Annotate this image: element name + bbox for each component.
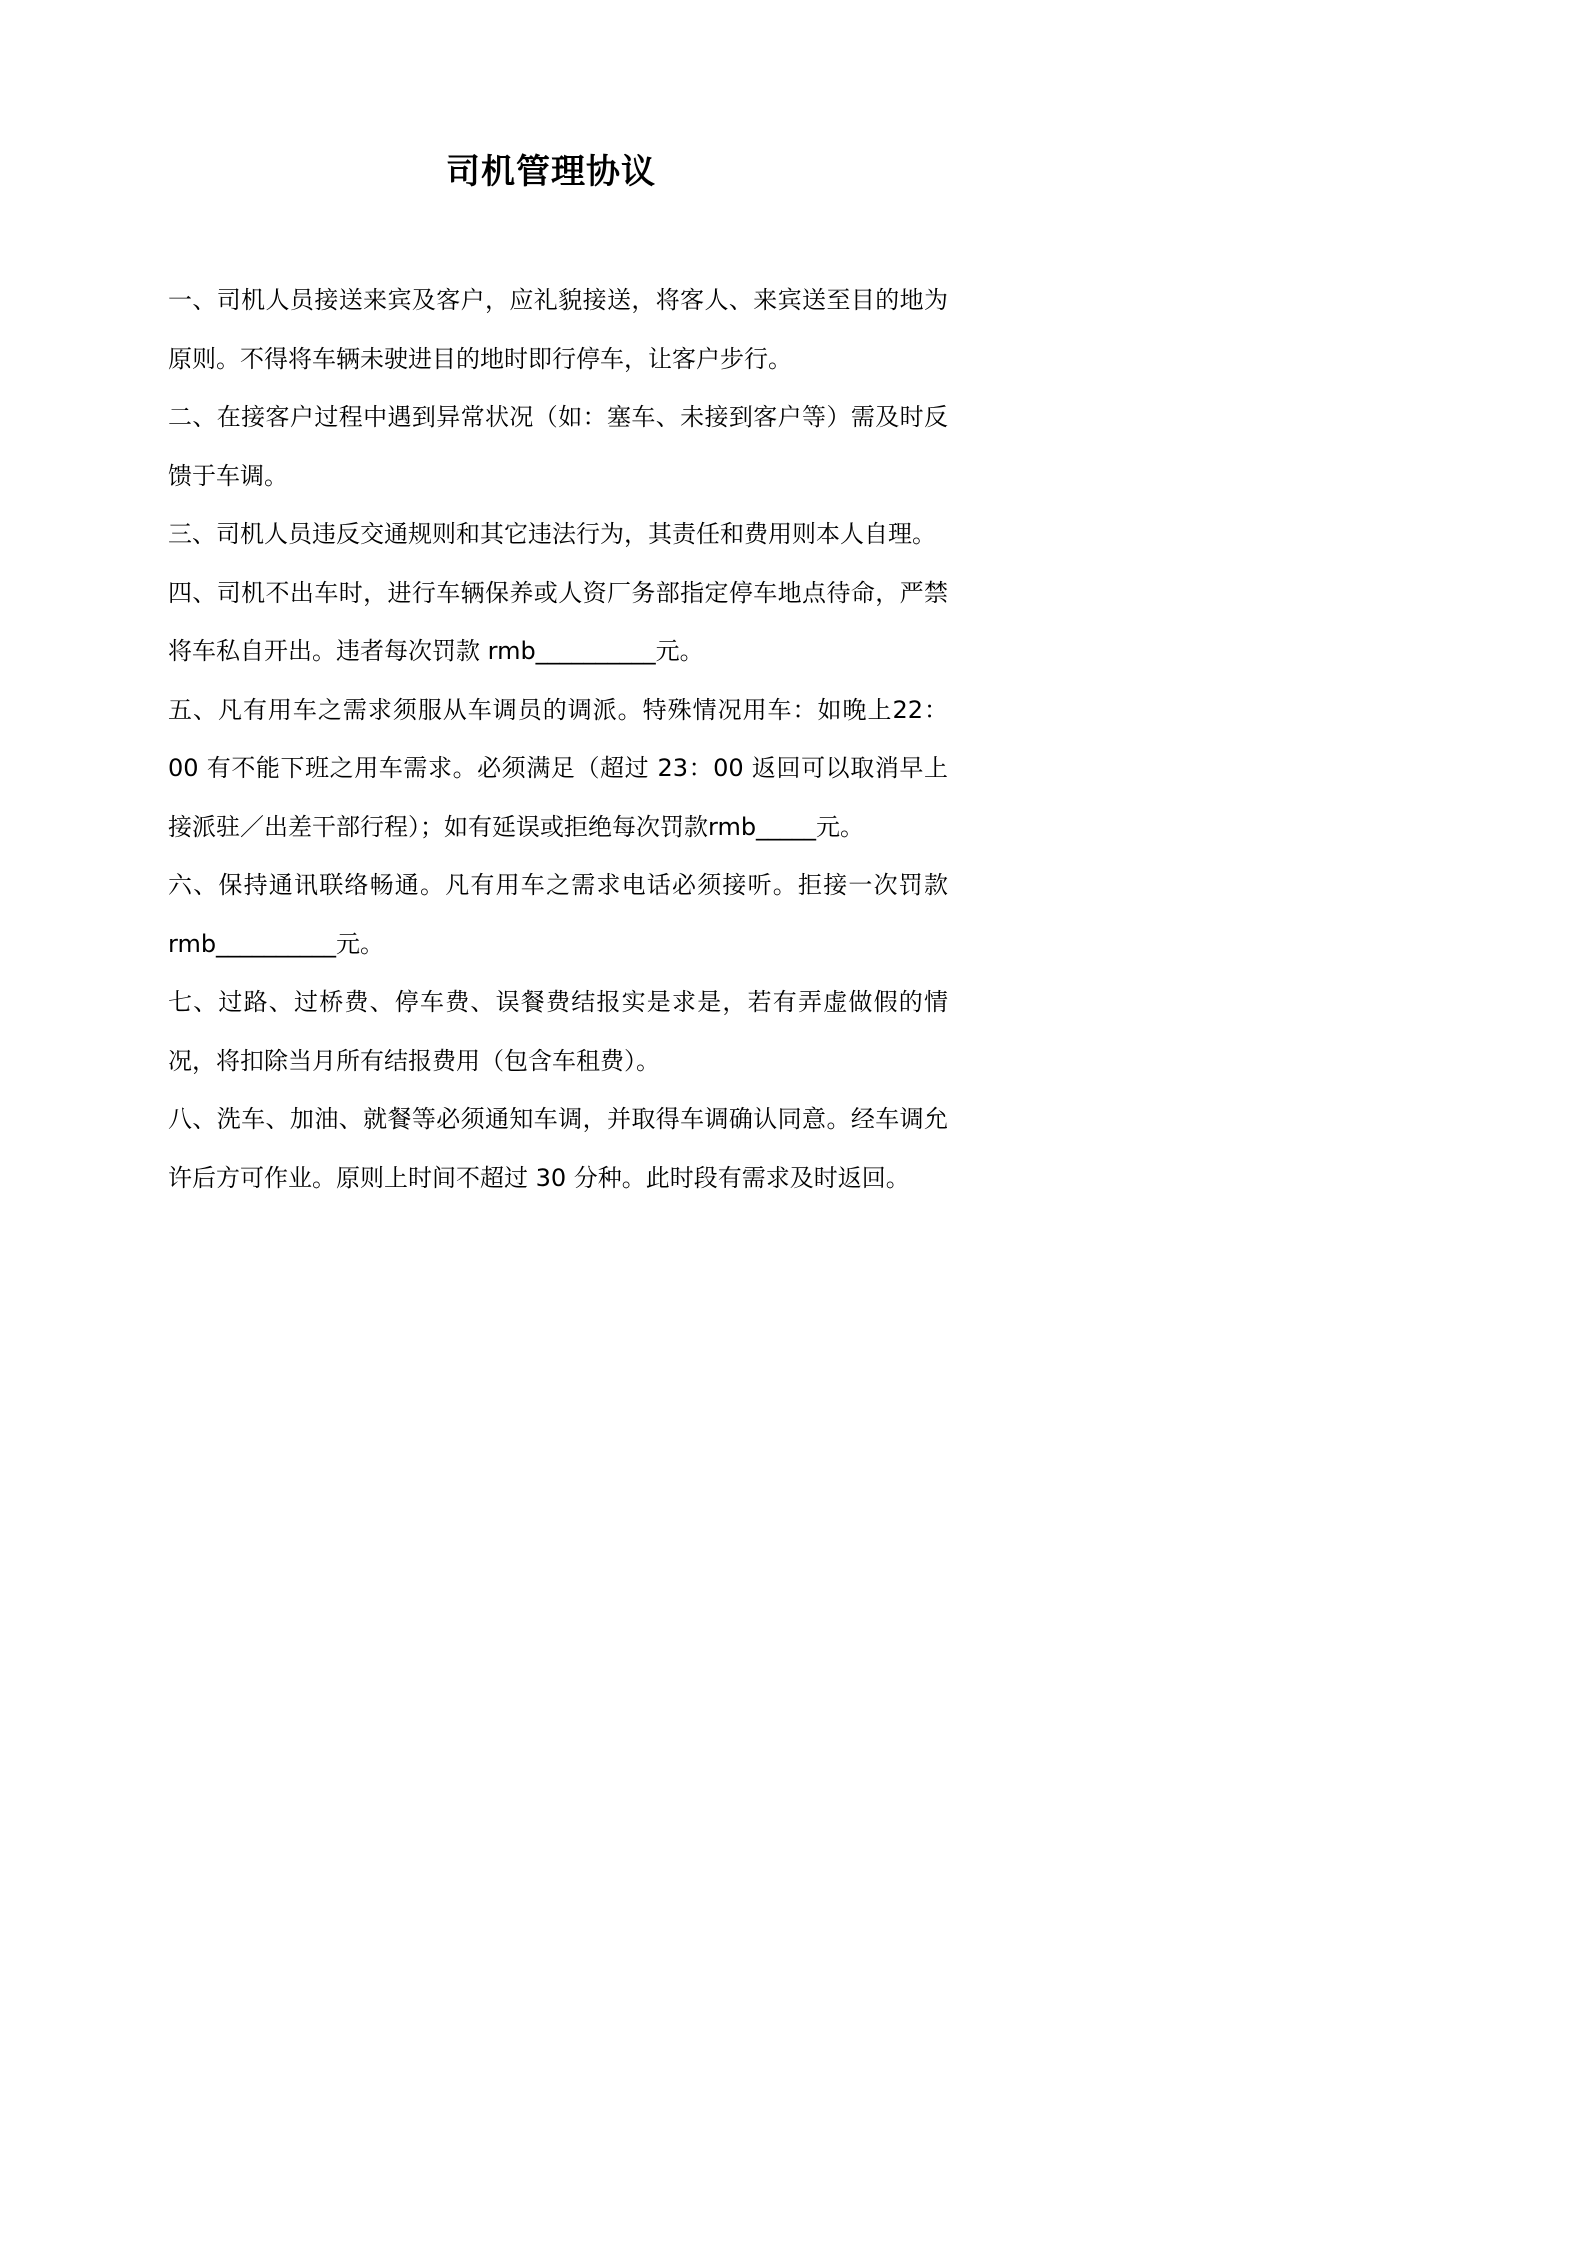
document-title: 司机管理协议 (446, 152, 656, 192)
clause-2: 二、在接客户过程中遇到异常状况（如：塞车、未接到客户等）需及时反馈于车调。 (168, 403, 948, 490)
clause-8: 八、洗车、加油、就餐等必须通知车调，并取得车调确认同意。经车调允许后方可作业。原则上时间不超过 30 分种。此时段有需求及时返回。 (168, 1105, 948, 1192)
clause-3: 三、司机人员违反交通规则和其它违法行为，其责任和费用则本人自理。 (168, 520, 936, 548)
clause-5: 五、凡有用车之需求须服从车调员的调派。特殊情况用车：如晚上22：00 有不能下班之用车需求。必须满足（超过 23：00 返回可以取消早上接派驻／出差干部行程）；如有延误或拒绝每次罚款rmb_____元。 (168, 695, 948, 841)
clause-4: 四、司机不出车时，进行车辆保养或人资厂务部指定停车地点待命，严禁将车私自开出。违者每次罚款 rmb__________元。 (168, 578, 948, 665)
clause-6: 六、保持通讯联络畅通。凡有用车之需求电话必须接听。拒接一次罚款 rmb__________元。 (168, 871, 948, 958)
document-page (0, 0, 1102, 1559)
clause-1: 一、司机人员接送来宾及客户，应礼貌接送，将客人、来宾送至目的地为原则。不得将车辆未驶进目的地时即行停车，让客户步行。 (168, 286, 948, 373)
document-body (168, 271, 948, 1207)
clause-7: 七、过路、过桥费、停车费、误餐费结报实是求是，若有弄虚做假的情况，将扣除当月所有结报费用（包含车租费）。 (168, 988, 948, 1075)
